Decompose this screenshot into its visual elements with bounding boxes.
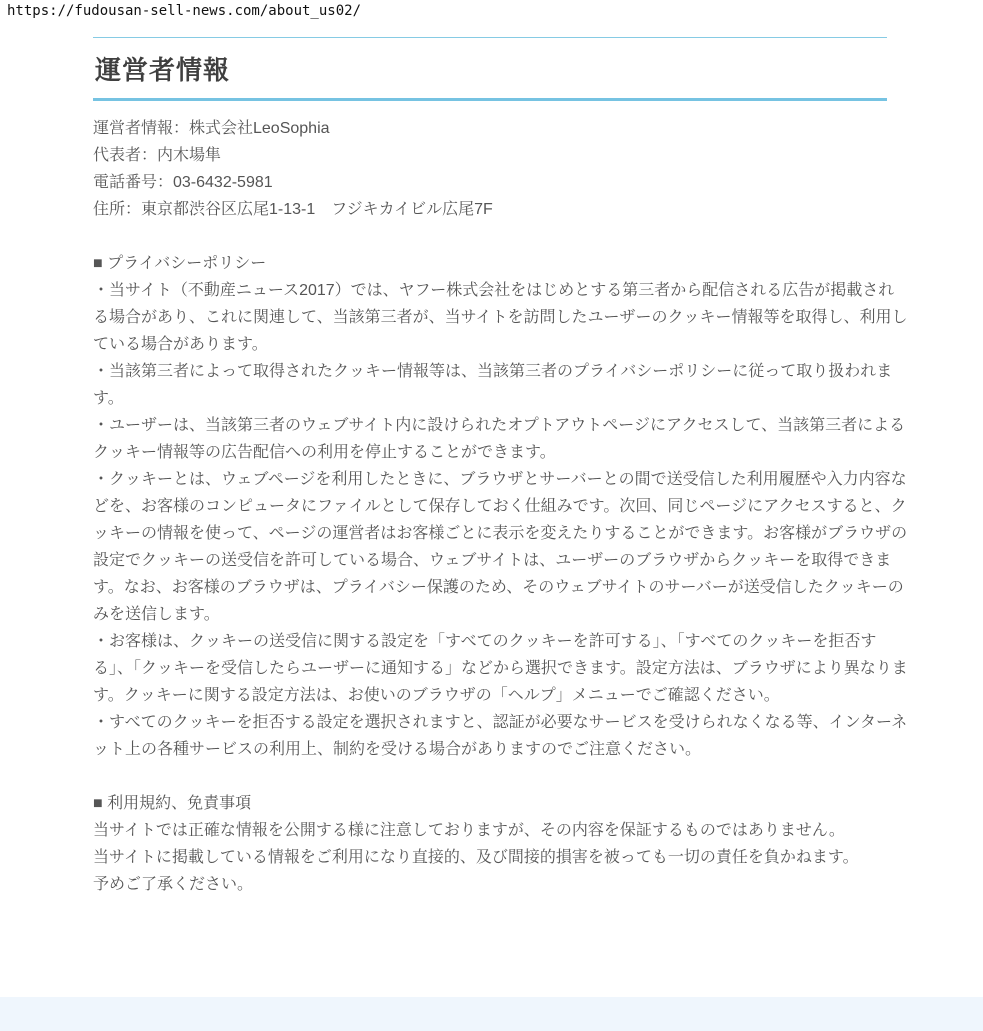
page-body: [93, 115, 909, 898]
operator-info-line: 運営者情報：株式会社LeoSophia: [93, 120, 330, 137]
privacy-policy-item: ・当該第三者によって取得されたクッキー情報等は、当該第三者のプライバシーポリシーに従って取り扱われます。: [93, 363, 893, 407]
privacy-policy-section: [93, 250, 909, 763]
operator-info-block: [93, 115, 909, 223]
terms-section: [93, 790, 909, 898]
page-header: [93, 37, 887, 101]
privacy-policy-item: ・すべてのクッキーを拒否する設定を選択されますと、認証が必要なサービスを受けられなくなる等、インターネット上の各種サービスの利用上、制約を受ける場合がありますのでご注意ください。: [93, 714, 908, 758]
privacy-policy-item: ・クッキーとは、ウェブページを利用したときに、ブラウザとサーバーとの間で送受信した利用履歴や入力内容などを、お客様のコンピュータにファイルとして保存しておく仕組みです。次回、同じページにアクセスすると、クッキーの情報を使って、ページの運営者はお客様ごとに表示を変えたりすることができます。お客様がブラウザの設定でクッキーの送受信を許可している場合、ウェブサイトは、ユーザーのブラウザからクッキーを取得できます。なお、お客様のブラウザは、プライバシー保護のため、そのウェブサイトのサーバーが送受信したクッキーのみを送信します。: [93, 471, 908, 623]
operator-info-line: 電話番号：03-6432-5981: [93, 174, 273, 191]
privacy-policy-heading: ■ プライバシーポリシー: [93, 255, 267, 272]
terms-heading: ■ 利用規約、免責事項: [93, 795, 252, 812]
page-url: https://fudousan-sell-news.com/about_us02/: [7, 3, 362, 19]
privacy-policy-item: ・当サイト（不動産ニュース2017）では、ヤフー株式会社をはじめとする第三者から配信される広告が掲載される場合があり、これに関連して、当該第三者が、当サイトを訪問したユーザーのクッキー情報等を取得し、利用している場合があります。: [93, 282, 908, 353]
operator-info-line: 代表者：内木場隼: [93, 147, 222, 164]
terms-line: 予めご了承ください。: [93, 876, 254, 893]
operator-info-line: 住所：東京都渋谷区広尾1-13-1 フジキカイビル広尾7F: [93, 201, 493, 218]
footer-band: [0, 997, 983, 1031]
terms-line: 当サイトに掲載している情報をご利用になり直接的、及び間接的損害を被っても一切の責任を負かねます。: [93, 849, 859, 866]
page-title: 運営者情報: [95, 55, 231, 85]
privacy-policy-item: ・お客様は、クッキーの送受信に関する設定を「すべてのクッキーを許可する」、「すべてのクッキーを拒否する」、「クッキーを受信したらユーザーに通知する」などから選択できます。設定方法は、ブラウザにより異なります。クッキーに関する設定方法は、お使いのブラウザの「ヘルプ」メニューでご確認ください。: [93, 633, 908, 704]
privacy-policy-item: ・ユーザーは、当該第三者のウェブサイト内に設けられたオプトアウトページにアクセスして、当該第三者によるクッキー情報等の広告配信への利用を停止することができます。: [93, 417, 906, 461]
terms-line: 当サイトでは正確な情報を公開する様に注意しておりますが、その内容を保証するものではありません。: [93, 822, 845, 839]
